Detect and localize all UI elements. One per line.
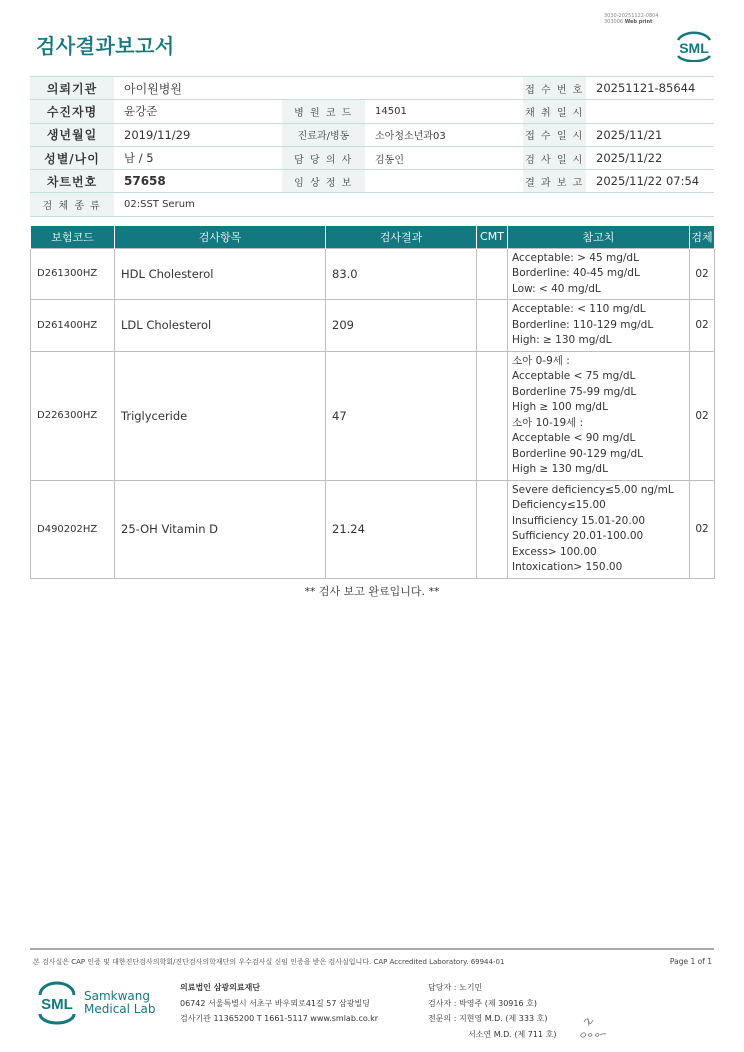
table-row [31,351,715,480]
organization-address: 06742 서울특별시 서초구 바우뫼로41길 57 삼광빌딩 [180,998,370,1008]
test-comment [477,351,508,480]
specimen-code: 02 [690,480,715,578]
test-name: HDL Cholesterol [115,248,326,300]
page-title: 검사결과보고서 [36,34,175,58]
label-reception-number: 접 수 번 호 [523,77,586,100]
insurance-code: D261400HZ [31,300,115,352]
reference-line: Intoxication> 150.00 [512,561,623,573]
document-code-line1: 3030-20251122-0804 [604,13,659,19]
sex-age: 남 / 5 [114,146,282,169]
reference-line: Excess> 100.00 [512,545,597,558]
info-row [30,123,714,146]
header-insurance-code: 보험코드 [31,226,115,248]
reference-line: High: ≥ 130 mg/dL [512,334,612,346]
report-date: 2025/11/22 07:54 [586,170,714,193]
brand-name [84,990,155,1016]
reference-line: Acceptable: > 45 mg/dL [512,251,639,264]
staff-role: 담당자 : [428,983,457,992]
insurance-code: D490202HZ [31,480,115,578]
label-birth-date: 생년월일 [30,123,114,146]
header-specimen: 검체 [690,226,715,248]
staff-role: 검사자 : [428,998,457,1008]
label-clinical-info: 임 상 정 보 [282,170,365,193]
header-test-result: 검사결과 [326,226,477,248]
reference-range [508,351,690,480]
test-name: LDL Cholesterol [115,300,326,352]
reference-line: Borderline 75-99 mg/dL [512,385,637,398]
label-chart-number: 차트번호 [30,170,114,193]
footer-logo-text: SML [41,996,73,1013]
reference-line: Borderline: 110-129 mg/dL [512,318,654,331]
test-result: 83.0 [326,248,477,300]
footer-divider [30,948,714,950]
label-sex-age: 성별/나이 [30,146,114,169]
document-code-line2: 303006 [604,19,624,25]
staff-row [428,1011,556,1027]
specimen-code: 02 [690,300,715,352]
test-comment [477,248,508,300]
staff-row [428,996,556,1012]
staff-role: 전문의 : [428,1014,457,1023]
staff-name: 서소연 M.D. (제 711 호) [468,1029,557,1039]
reference-line: Acceptable < 75 mg/dL [512,370,636,382]
table-row [31,300,715,352]
staff-name: 노기민 [458,983,483,992]
reference-line: Severe deficiency≤5.00 ng/mL [512,483,674,496]
reference-range [508,480,690,578]
reference-line: High ≥ 100 mg/dL [512,401,608,413]
test-comment [477,300,508,352]
test-name: Triglyceride [115,351,326,480]
results-table [30,226,715,579]
specimen-code: 02 [690,248,715,300]
reference-line: Borderline: 40-45 mg/dL [512,267,640,279]
reference-line: Insufficiency 15.01-20.00 [512,514,646,527]
hospital-code: 14501 [365,100,523,123]
label-test-date: 검 사 일 시 [523,146,586,169]
reception-number: 20251121-85644 [586,77,714,100]
reference-line: High ≥ 130 mg/dL [512,463,608,475]
label-requesting-institution: 의뢰기관 [30,77,114,100]
info-row [30,77,714,100]
label-collection-date: 채 취 일 시 [523,100,586,123]
reference-line: Acceptable: < 110 mg/dL [512,303,646,315]
specimen-code: 02 [690,351,715,480]
page-number: Page 1 of 1 [669,957,712,966]
reference-line: Deficiency≤15.00 [512,499,606,511]
info-row [30,146,714,169]
brand-line2: Medical Lab [84,1002,156,1016]
reference-line: Sufficiency 20.01-100.00 [512,530,644,542]
staff-row [428,980,556,996]
table-row [31,248,715,300]
sml-footer-logo-icon [36,979,78,1027]
collection-date [586,100,714,123]
sml-logo-icon [673,28,715,62]
birth-date: 2019/11/29 [114,123,282,146]
reference-line: Low: < 40 mg/dL [512,282,601,295]
staff-info [428,980,556,1042]
label-reception-date: 접 수 일 시 [523,123,586,146]
info-row [30,193,714,216]
patient-name: 윤강준 [114,100,282,123]
organization-name: 의료법인 삼광의료재단 [180,983,261,992]
label-department: 진료과/병동 [282,123,365,146]
insurance-code: D226300HZ [31,351,115,480]
label-hospital-code: 병 원 코 드 [282,100,365,123]
label-physician: 담 당 의 사 [282,146,365,169]
brand-line1: Samkwang [84,989,150,1003]
department: 소아청소년과03 [365,123,523,146]
label-report-date: 결 과 보 고 [523,170,586,193]
info-row [30,170,714,193]
table-row [31,480,715,578]
test-date: 2025/11/22 [586,146,714,169]
reference-range [508,248,690,300]
accreditation-note: 본 검사실은 CAP 인증 및 대한진단검사의학회/진단검사의학재단의 우수검사실 신임 인증을 받은 검사실입니다. CAP Accredited Laboratory. 69944-01 [33,958,505,966]
label-specimen-type: 검 체 종 류 [30,193,114,216]
reference-line: 소아 0-9세 : [512,354,570,367]
patient-info-table [30,76,714,217]
header-reference: 참고치 [508,226,690,248]
physician: 김동인 [365,146,523,169]
chart-number: 57658 [114,170,282,193]
document-code [604,13,659,25]
header-test-item: 검사항목 [115,226,326,248]
reference-line: Acceptable < 90 mg/dL [512,432,636,444]
test-name: 25-OH Vitamin D [115,480,326,578]
organization-contact: 검사기관 11365200 T 1661-5117 www.smlab.co.kr [180,1014,379,1023]
clinical-info [365,170,523,193]
print-label: Web print [624,19,653,25]
staff-row [428,1027,556,1043]
insurance-code: D261300HZ [31,248,115,300]
test-result: 209 [326,300,477,352]
reference-line: 소아 10-19세 : [512,416,584,429]
reception-date: 2025/11/21 [586,123,714,146]
reference-range [508,300,690,352]
organization-info [180,980,378,1027]
test-result: 47 [326,351,477,480]
reference-line: Borderline 90-129 mg/dL [512,447,643,460]
test-comment [477,480,508,578]
info-row [30,100,714,123]
report-complete-notice: ** 검사 보고 완료입니다. ** [304,585,440,598]
label-patient-name: 수진자명 [30,100,114,123]
staff-name: 지현영 M.D. (제 333 호) [458,1014,548,1023]
test-result: 21.24 [326,480,477,578]
results-header-row [31,226,715,248]
logo-text: SML [679,40,709,56]
signature-icon [578,1010,610,1042]
header-cmt: CMT [477,226,508,248]
staff-name: 박영주 (제 30916 호) [458,998,537,1008]
requesting-institution: 아이원병원 [114,77,523,100]
specimen-type: 02:SST Serum [114,193,714,216]
